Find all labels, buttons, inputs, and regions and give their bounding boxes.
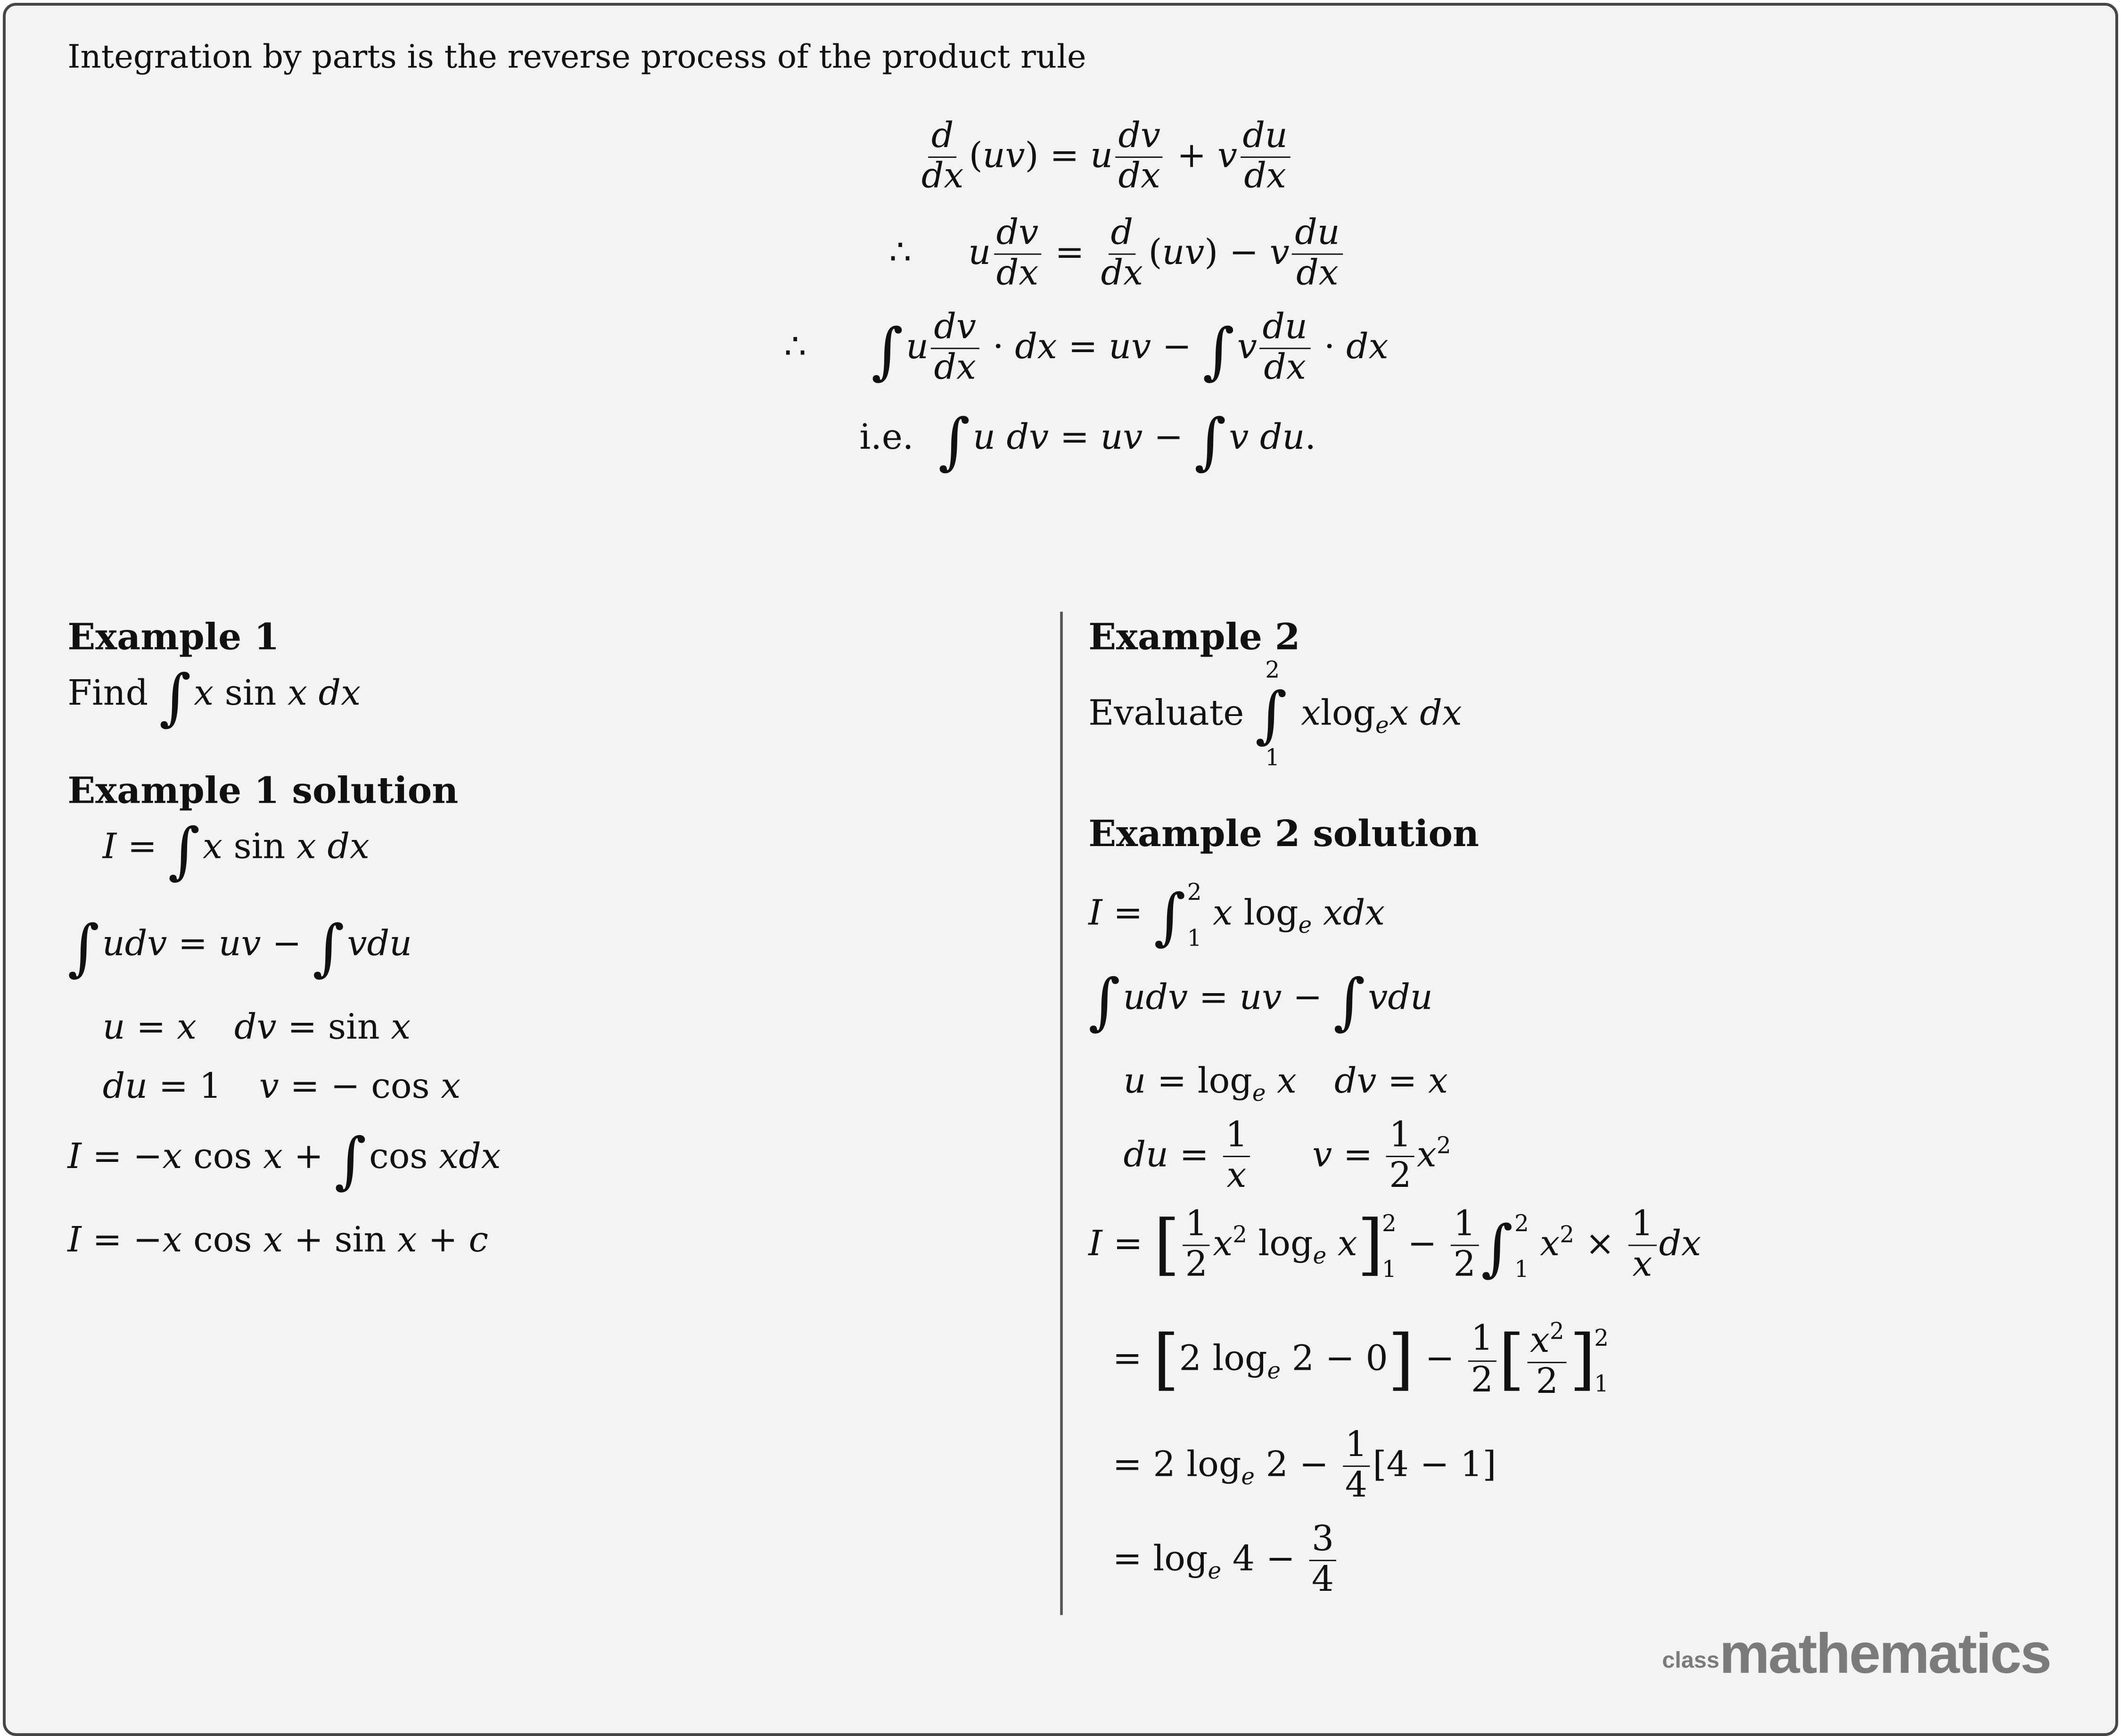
lower-limit: 1	[1265, 744, 1280, 772]
ex2-step-simplify: = 2 $\log_e 2$ − $\frac{1}{4}$ [4 − 1]	[1112, 1425, 1496, 1506]
logo-name: mathematics	[1719, 1621, 2051, 1685]
content-frame	[3, 3, 2118, 1736]
classmathematics-logo	[1662, 1622, 2050, 1687]
ex1-step-parts: I = −x cos x + ∫ cos xdx	[67, 1125, 501, 1196]
find-word: Find	[67, 674, 148, 714]
integrated-equation: ∴ ∫ u $\frac{dv}{dx}$ · dx = uv − ∫ v $\frac{du}{dx}$ · dx	[784, 307, 1389, 389]
ex1-step-result: I = −x cos x + sin x + c	[67, 1220, 488, 1261]
intro-text: Integration by parts is the reverse process of the product rule	[67, 38, 1086, 76]
example1-solution-heading: Example 1 solution	[67, 770, 459, 813]
logo-prefix: class	[1662, 1647, 1719, 1673]
ex1-step-formula: ∫ udv = uv − ∫ vdu	[67, 912, 412, 984]
example1-prompt: Find ∫ x sin x dx	[67, 661, 361, 733]
example2-solution-heading: Example 2 solution	[1088, 814, 1480, 856]
ex2-step-formula: ∫ udv = uv − ∫ vdu	[1088, 966, 1433, 1037]
ex2-step-du: du = $\frac{1}{x}$ v = $\frac{1}{2}$ $x^2$	[1123, 1115, 1451, 1197]
ex1-step-uv: u = x dv = sin x	[102, 1007, 411, 1048]
ex2-step-result: = $\log_e 4$ − $\frac{3}{4}$	[1113, 1522, 1340, 1600]
upper-limit: 2	[1265, 657, 1280, 685]
evaluate-word: Evaluate	[1088, 693, 1244, 734]
ex2-step-uv: $u = \log_e x$ dv = x	[1123, 1061, 1448, 1106]
ex2-step-evaluate: = [2 $\log_e 2 - 0$] − $\frac{1}{2}$ [ $\frac{x^2}{2}$ ] 2 1	[1112, 1317, 1609, 1402]
example1-heading: Example 1	[67, 617, 280, 659]
example2-prompt: Evaluate 2 ∫ 1 xlog$_e$x dx	[1088, 657, 1462, 772]
therefore-symbol: ∴	[784, 327, 806, 368]
therefore-symbol: ∴	[889, 233, 912, 274]
product-rule-equation: $\frac{d}{dx}$ (uv) = u $\frac{dv}{dx}$ + v $\frac{du}{dx}$	[916, 119, 1293, 197]
ie-equation: i.e. ∫ u dv = uv − ∫ v du.	[859, 405, 1316, 477]
page	[6, 6, 2117, 1734]
ex1-step-1: I = ∫ x sin x dx	[102, 815, 370, 887]
example2-heading: Example 2	[1088, 617, 1300, 659]
ex2-step-1: I = ∫ 2 1 x $\log_e$ xdx	[1088, 878, 1385, 953]
ie-label: i.e.	[859, 418, 914, 459]
column-divider	[1060, 612, 1062, 1615]
ex2-step-parts: I = [ $\frac{1}{2}$ $x^2$ $\log_e x$] 2 1 − $\frac{1}{2}$ ∫ 2 1 $x^2$ × $\frac{1}{x}$ dx	[1088, 1204, 1702, 1286]
ex1-step-du: du = 1 v = − cos x	[102, 1067, 461, 1108]
rearranged-equation: ∴ u $\frac{dv}{dx}$ = $\frac{d}{dx}$ (uv) − v $\frac{du}{dx}$	[889, 216, 1345, 294]
